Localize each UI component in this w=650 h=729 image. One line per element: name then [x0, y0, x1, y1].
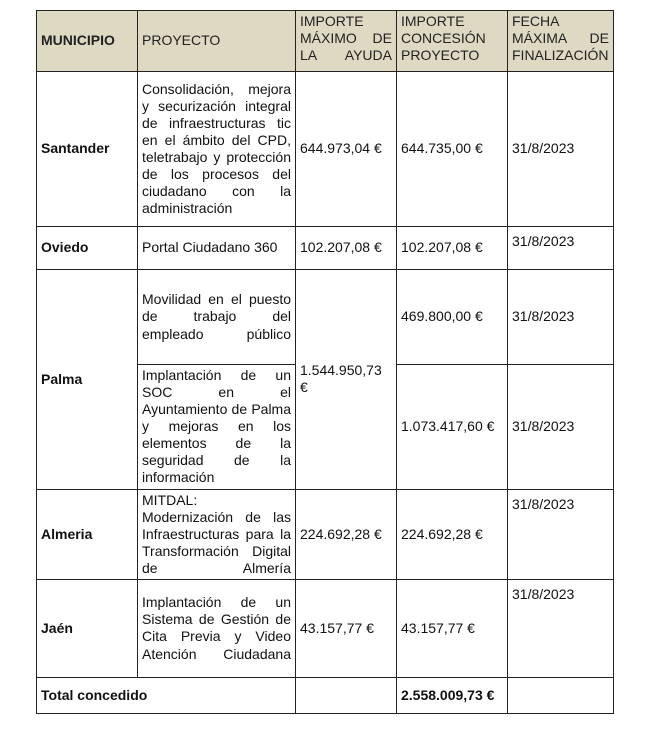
- importe-maximo-cell: 43.157,77 €: [296, 579, 397, 677]
- total-empty-cell: [296, 677, 397, 713]
- proyecto-cell: Implantación de un Sistema de Gestión de Cita Previa y Video Atención Ciudadana: [138, 579, 296, 677]
- municipio-cell: Jaén: [37, 579, 138, 677]
- fecha-cell: 31/8/2023: [508, 489, 614, 579]
- header-proyecto: PROYECTO: [138, 11, 296, 72]
- municipio-cell: Almeria: [37, 489, 138, 579]
- importe-concesion-cell: 469.800,00 €: [397, 270, 508, 365]
- proyecto-cell: MITDAL: Modernización de las Infraestructuras para la Transformación Digital de Almería: [138, 489, 296, 579]
- fecha-cell: 31/8/2023: [508, 72, 614, 227]
- header-importe-concesion: IMPORTE CONCESIÓN PROYECTO: [397, 11, 508, 72]
- fecha-cell: 31/8/2023: [508, 579, 614, 677]
- importe-concesion-cell: 224.692,28 €: [397, 489, 508, 579]
- importe-maximo-cell: 224.692,28 €: [296, 489, 397, 579]
- municipio-cell: Santander: [37, 72, 138, 227]
- total-importe-concesion: 2.558.009,73 €: [397, 677, 508, 713]
- header-importe-maximo: IMPORTE MÁXIMO DE LA AYUDA: [296, 11, 397, 72]
- fecha-cell: 31/8/2023: [508, 270, 614, 365]
- importe-concesion-cell: 102.207,08 €: [397, 227, 508, 270]
- municipio-cell: Palma: [37, 270, 138, 490]
- proyecto-cell: Implantación de un SOC en el Ayuntamiento de Palma y mejoras en los elementos de la seguridad de la información: [138, 365, 296, 490]
- proyecto-cell: Consolidación, mejora y securización integral de infraestructuras tic en el ámbito del CPD, teletrabajo y protección de los procesos del ciudadano con la administración: [138, 72, 296, 227]
- total-label: Total concedido: [37, 677, 296, 713]
- grants-table: [36, 10, 614, 714]
- total-empty-cell: [508, 677, 614, 713]
- fecha-cell: 31/8/2023: [508, 227, 614, 270]
- importe-concesion-cell: 1.073.417,60 €: [397, 365, 508, 490]
- total-row: [37, 677, 614, 713]
- importe-maximo-cell: 102.207,08 €: [296, 227, 397, 270]
- importe-concesion-cell: 644.735,00 €: [397, 72, 508, 227]
- header-fecha: FECHA MÁXIMA DE FINALIZACIÓN: [508, 11, 614, 72]
- table-row-almeria: [37, 489, 614, 579]
- table-row-jaen: [37, 579, 614, 677]
- municipio-cell: Oviedo: [37, 227, 138, 270]
- table-row-palma-1: [37, 270, 614, 365]
- table-row-oviedo: [37, 227, 614, 270]
- proyecto-cell: Portal Ciudadano 360: [138, 227, 296, 270]
- header-municipio: MUNICIPIO: [37, 11, 138, 72]
- importe-concesion-cell: 43.157,77 €: [397, 579, 508, 677]
- importe-maximo-cell: 1.544.950,73 €: [296, 270, 397, 490]
- fecha-cell: 31/8/2023: [508, 365, 614, 490]
- header-row: [37, 11, 614, 72]
- importe-maximo-cell: 644.973,04 €: [296, 72, 397, 227]
- table-row-santander: [37, 72, 614, 227]
- proyecto-cell: Movilidad en el puesto de trabajo del empleado público: [138, 270, 296, 365]
